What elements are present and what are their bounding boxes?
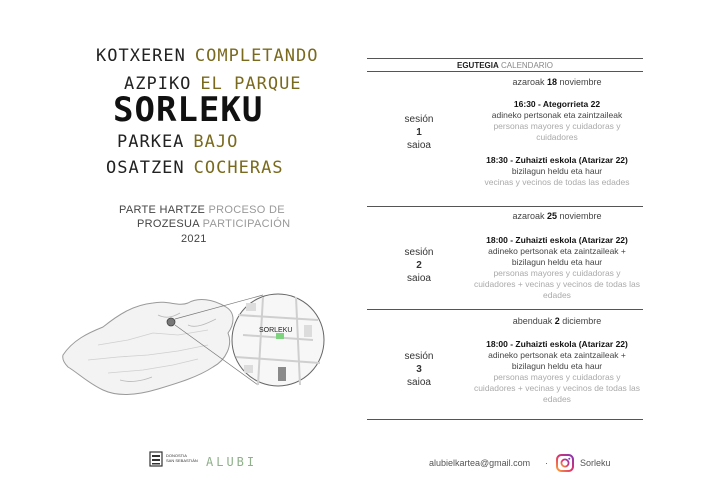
session-1-date — [472, 77, 642, 87]
event-audience-es: personas mayores y cuidadoras y cuidadores — [493, 121, 621, 142]
subtitle-es-2: PARTICIPACIÓN — [202, 218, 291, 230]
subtitle-year: 2021 — [181, 233, 207, 245]
title-eu-1: KOTXEREN — [96, 46, 186, 66]
logo-line-2: SAN SEBASTIÁN — [166, 458, 198, 463]
session-1-label — [398, 113, 440, 152]
session-2-date — [472, 211, 642, 221]
title-line-1 — [96, 46, 318, 66]
session-3-label-es: sesión — [404, 351, 434, 362]
title-es-3: BAJO — [193, 132, 239, 152]
zoom-building-1 — [246, 303, 256, 311]
session-2-label-es: sesión — [404, 247, 434, 258]
title-eu-4: OSATZEN — [106, 158, 185, 178]
city-map-illustration — [58, 285, 333, 405]
zoom-building-2 — [304, 325, 312, 337]
event-audience-es: personas mayores y cuidadoras y cuidadores + vecinas y vecinos de todas las edades — [473, 268, 641, 300]
city-outline — [63, 300, 233, 395]
title-line-4 — [106, 158, 284, 178]
session-3-date-eu: abenduak — [512, 316, 553, 326]
logo-line-1: DONOSTIA — [166, 453, 187, 458]
subtitle-es-1: PROCESO DE — [208, 204, 285, 216]
session-2-number: 2 — [416, 260, 422, 271]
footer-separator: · — [545, 458, 548, 468]
event-time: 18:00 - Zuhaizti eskola (Atarizar 22) — [486, 235, 628, 245]
session-3-date-day: 2 — [554, 316, 560, 326]
map-label: SORLEKU — [259, 327, 293, 334]
title-es-2: EL PARQUE — [200, 74, 302, 94]
session-3-number: 3 — [416, 364, 422, 375]
subtitle-eu-2: PROZESUA — [137, 218, 200, 230]
session-1-date-es: noviembre — [559, 77, 602, 87]
event-audience-eu: adineko pertsonak eta zaintzaileak + bizilagun heldu eta haur — [488, 350, 626, 371]
event-audience-eu: adineko pertsonak eta zaintzaileak — [491, 110, 623, 120]
session-divider-1 — [367, 206, 643, 207]
calendar-header-rule — [367, 71, 643, 72]
contact-email[interactable]: alubielkartea@gmail.com — [429, 458, 531, 468]
session-divider-2 — [367, 309, 643, 310]
donostia-crest-icon — [149, 451, 163, 467]
session-2-date-day: 25 — [546, 211, 557, 221]
title-es-1: COMPLETANDO — [194, 46, 319, 66]
calendar-top-rule — [367, 58, 643, 59]
instagram-handle[interactable]: Sorleku — [580, 458, 611, 468]
subtitle-line-1 — [119, 204, 285, 216]
session-2-label-eu: saioa — [407, 273, 431, 284]
title-eu-2: AZPIKO — [124, 74, 192, 94]
calendar-header-es: CALENDARIO — [501, 61, 554, 70]
session-1-event-1 — [472, 99, 642, 143]
calendar-header — [367, 61, 643, 70]
instagram-icon[interactable] — [556, 454, 574, 472]
event-audience-es: vecinas y vecinos de todas las edades — [484, 177, 630, 187]
session-3-event-1 — [472, 339, 642, 405]
session-2-event-1 — [472, 235, 642, 301]
zoom-building-4 — [278, 367, 286, 381]
event-audience-eu: adineko pertsonak eta zaintzaileak + bizilagun heldu eta haur — [488, 246, 626, 267]
event-audience-es: personas mayores y cuidadoras y cuidadores + vecinas y vecinos de todas las edades — [473, 372, 641, 404]
event-time: 16:30 - Ategorrieta 22 — [513, 99, 601, 109]
location-marker — [167, 318, 175, 326]
session-1-number: 1 — [416, 127, 422, 138]
title-eu-3: PARKEA — [117, 132, 185, 152]
title-line-3 — [117, 132, 238, 152]
session-2-date-eu: azaroak — [512, 211, 545, 221]
session-2-label — [398, 246, 440, 285]
session-3-date-es: diciembre — [562, 316, 602, 326]
subtitle-eu-1: PARTE HARTZE — [119, 204, 206, 216]
session-1-label-eu: saioa — [407, 140, 431, 151]
main-title: SORLEKU — [113, 90, 264, 130]
session-1-date-day: 18 — [546, 77, 557, 87]
alubi-logo: ALUBI — [206, 455, 258, 469]
session-3-label-eu: saioa — [407, 377, 431, 388]
calendar-bottom-rule — [367, 419, 643, 420]
event-audience-eu: bizilagun heldu eta haur — [511, 166, 603, 176]
zoom-building-3 — [244, 365, 253, 373]
subtitle-line-2 — [137, 218, 290, 230]
session-1-date-eu: azaroak — [512, 77, 545, 87]
calendar-header-eu: EGUTEGIA — [456, 61, 499, 70]
session-3-date — [472, 316, 642, 326]
donostia-logo-text — [166, 453, 198, 463]
session-1-event-2 — [472, 155, 642, 188]
event-time: 18:30 - Zuhaizti eskola (Atarizar 22) — [486, 155, 628, 165]
title-es-4: COCHERAS — [193, 158, 284, 178]
session-1-label-es: sesión — [404, 114, 434, 125]
event-time: 18:00 - Zuhaizti eskola (Atarizar 22) — [486, 339, 628, 349]
session-2-date-es: noviembre — [559, 211, 602, 221]
session-3-label — [398, 350, 440, 389]
